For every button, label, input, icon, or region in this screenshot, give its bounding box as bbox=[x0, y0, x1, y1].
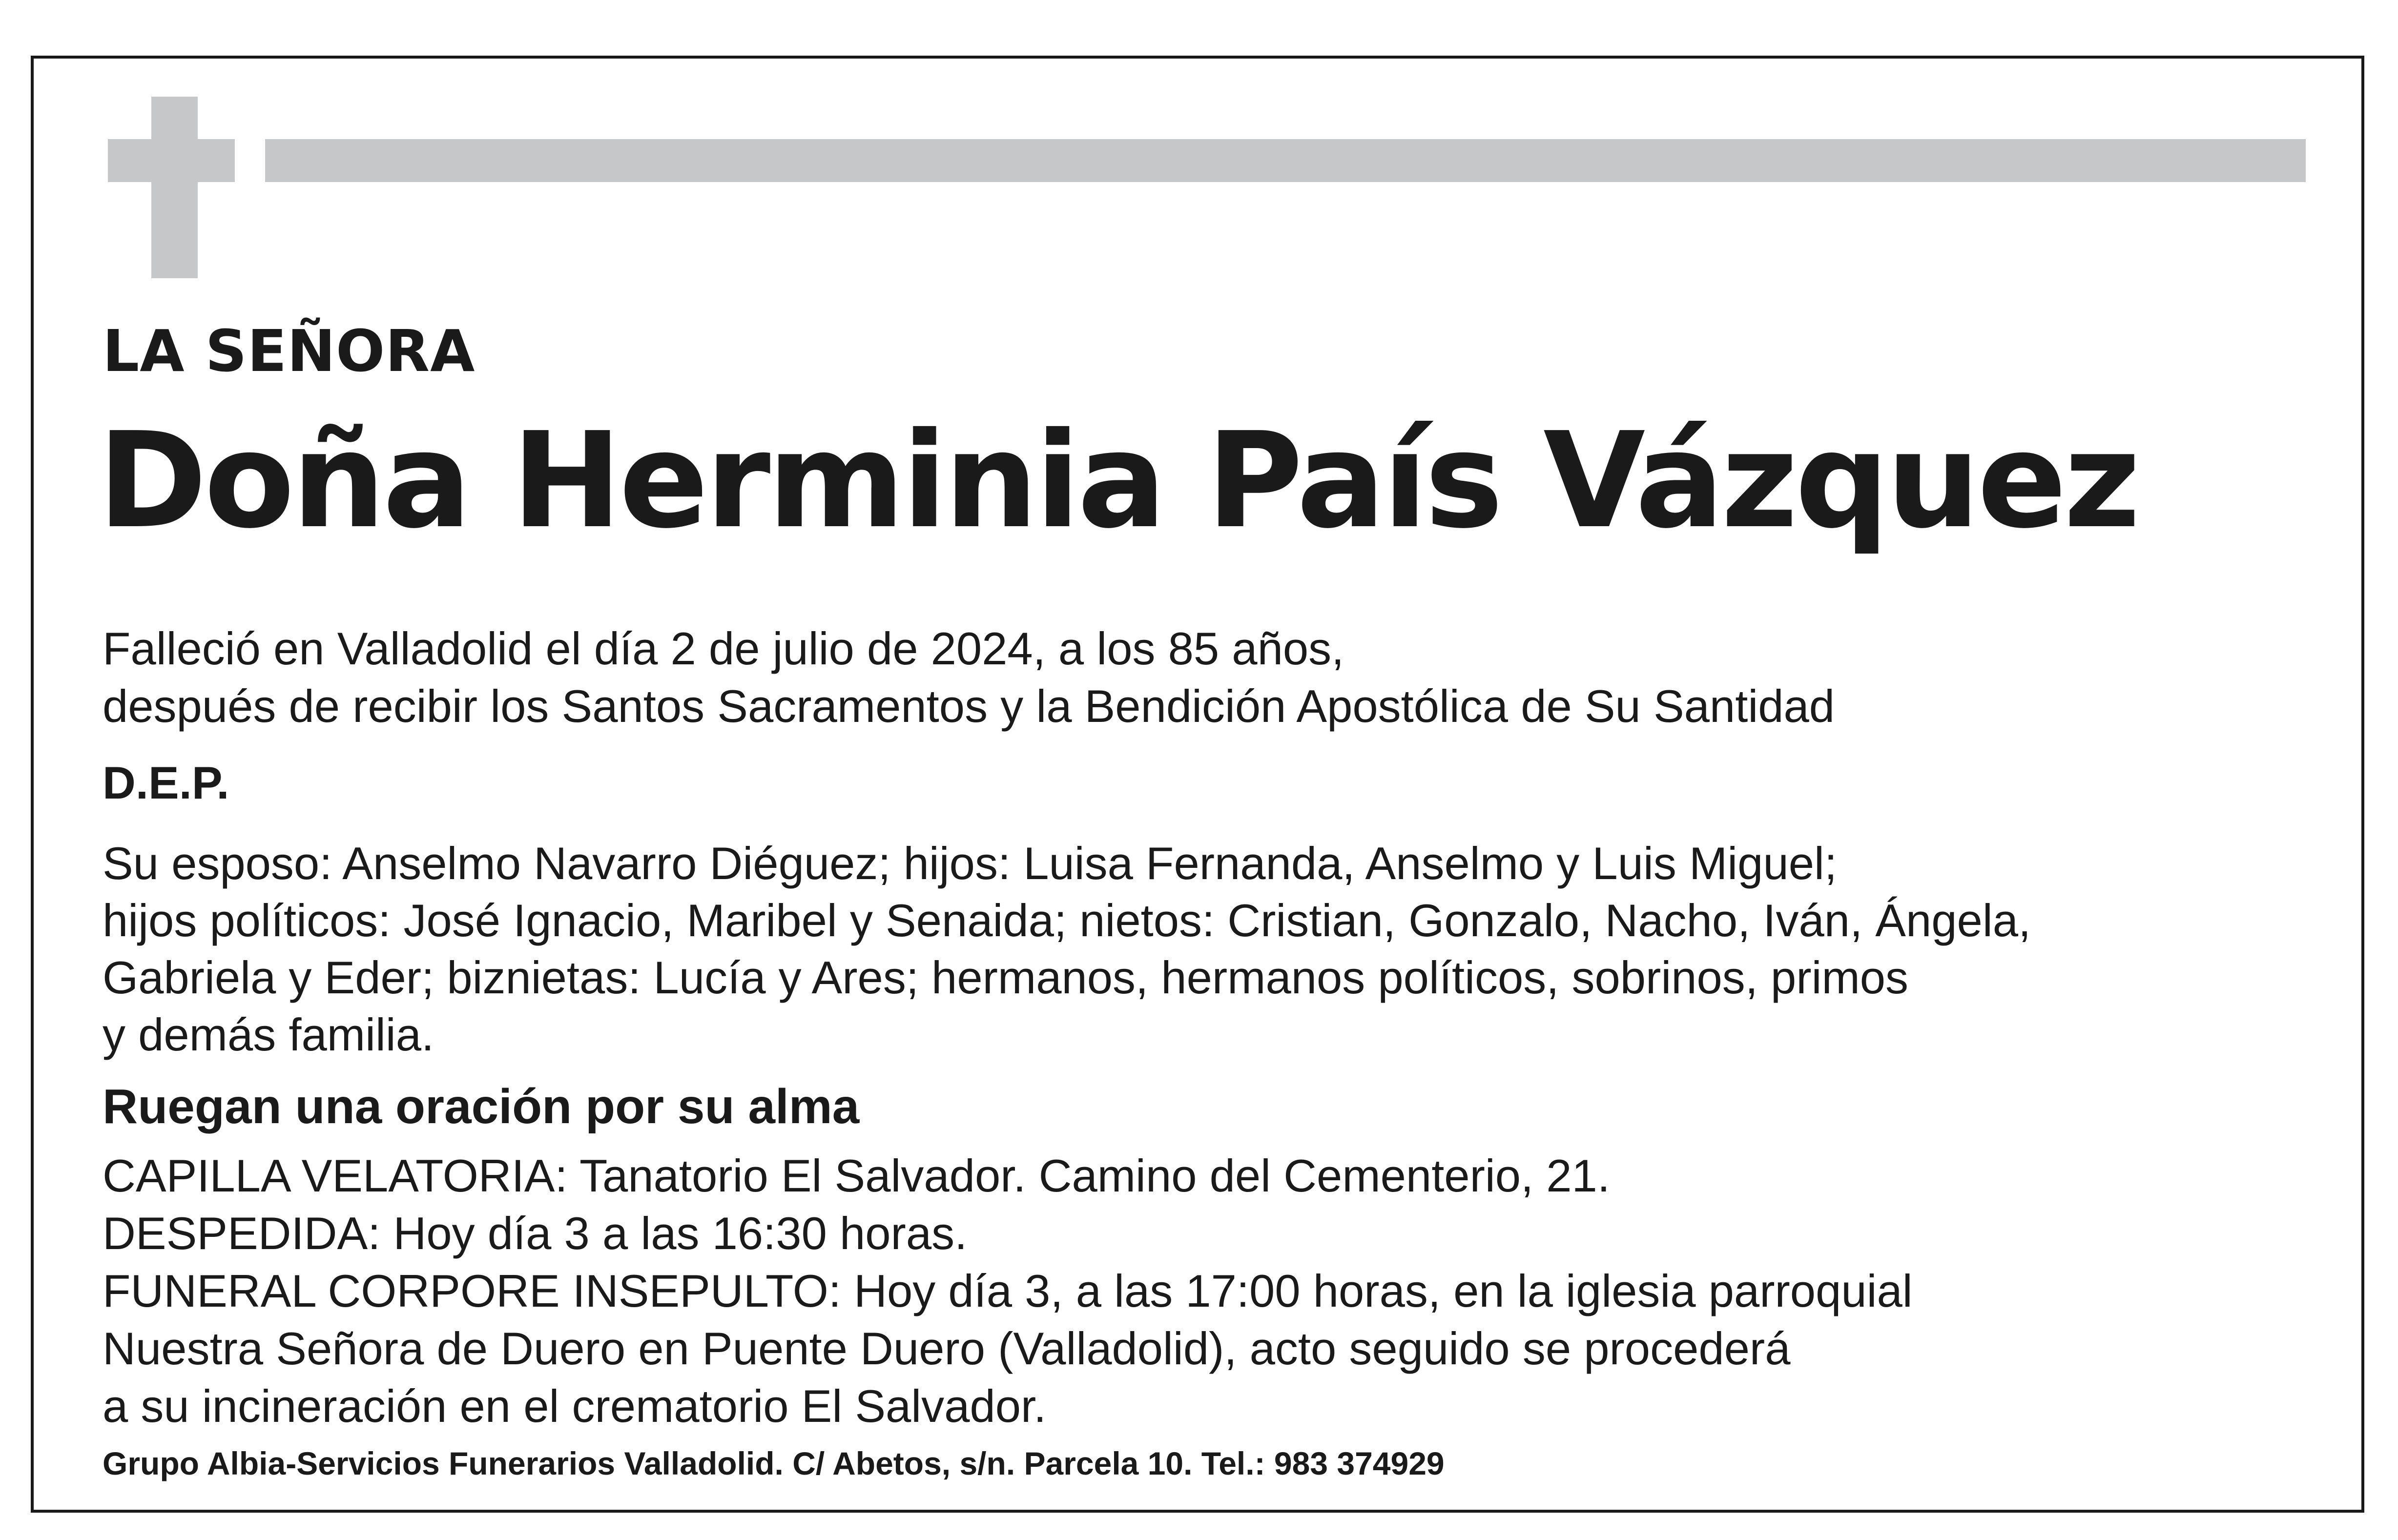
deceased-name: Doña Herminia País Vázquez bbox=[98, 404, 2138, 557]
cross-icon-arm bbox=[108, 139, 235, 182]
family-line: hijos políticos: José Ignacio, Maribel y Senaida; nietos: Cristian, Gonzalo, Nacho, Iván, Ángela, bbox=[103, 895, 2031, 946]
service-line: DESPEDIDA: Hoy día 3 a las 16:30 horas. bbox=[103, 1208, 968, 1259]
service-details bbox=[103, 1147, 1913, 1435]
announcement-line: después de recibir los Santos Sacramentos y la Bendición Apostólica de Su Santidad bbox=[103, 680, 1835, 732]
salutation: LA SEÑORA bbox=[103, 317, 475, 385]
header-rule-bar bbox=[265, 139, 2306, 182]
family-list bbox=[103, 835, 2031, 1063]
service-line: Nuestra Señora de Duero en Puente Duero (Valladolid), acto seguido se procederá bbox=[103, 1323, 1791, 1374]
dep-abbreviation: D.E.P. bbox=[103, 757, 229, 808]
family-line: y demás familia. bbox=[103, 1009, 434, 1060]
family-line: Su esposo: Anselmo Navarro Diéguez; hijos: Luisa Fernanda, Anselmo y Luis Miguel; bbox=[103, 838, 1837, 889]
service-line: a su incineración en el crematorio El Salvador. bbox=[103, 1380, 1047, 1432]
cross-icon bbox=[151, 97, 198, 278]
service-line: CAPILLA VELATORIA: Tanatorio El Salvador. Camino del Cementerio, 21. bbox=[103, 1150, 1610, 1201]
announcement-line: Falleció en Valladolid el día 2 de julio de 2024, a los 85 años, bbox=[103, 623, 1344, 674]
prayer-request: Ruegan una oración por su alma bbox=[103, 1079, 860, 1134]
family-line: Gabriela y Eder; biznietas: Lucía y Ares; hermanos, hermanos políticos, sobrinos, primos bbox=[103, 952, 1909, 1003]
death-announcement bbox=[103, 620, 1835, 735]
service-line: FUNERAL CORPORE INSEPULTO: Hoy día 3, a las 17:00 horas, en la iglesia parroquial bbox=[103, 1265, 1913, 1316]
funeral-home-footer: Grupo Albia-Servicios Funerarios Valladolid. C/ Abetos, s/n. Parcela 10. Tel.: 983 374929 bbox=[103, 1445, 1445, 1481]
